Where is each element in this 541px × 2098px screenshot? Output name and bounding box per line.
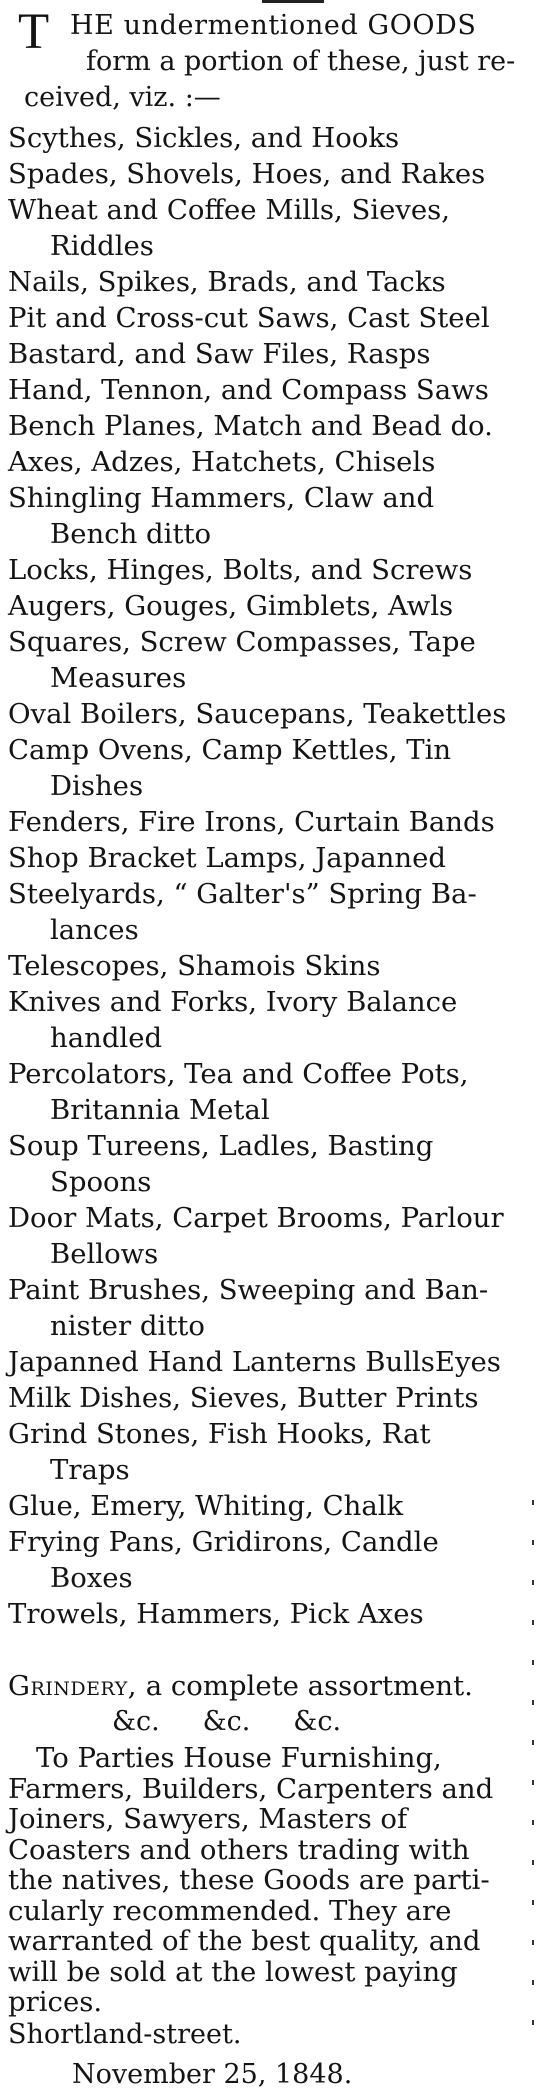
goods-item-text: Door Mats, Carpet Brooms, Parlour [8, 1202, 504, 1234]
goods-item [8, 408, 528, 444]
goods-item-continuation: Bellows [50, 1238, 159, 1270]
paragraph-line: the natives, these Goods are parti- [8, 1864, 490, 1896]
goods-item [8, 264, 528, 300]
goods-item-continuation: Dishes [50, 770, 144, 802]
goods-item-text: Augers, Gouges, Gimblets, Awls [8, 590, 454, 622]
goods-item [8, 804, 528, 840]
goods-item-text: Paint Brushes, Sweeping and Ban- [8, 1274, 489, 1306]
goods-item-text: Knives and Forks, Ivory Balance [8, 986, 458, 1018]
margin-fragments [532, 1500, 534, 2060]
intro-line: ceived, viz. :— [24, 82, 221, 113]
date-line: November 25, 1848. [72, 2059, 353, 2090]
goods-item [8, 984, 528, 1056]
paragraph-line: Joiners, Sawyers, Masters of [8, 1803, 408, 1835]
goods-item [8, 336, 528, 372]
goods-item [8, 1056, 528, 1128]
grindery-line [8, 1668, 473, 1704]
goods-item-text: Oval Boilers, Saucepans, Teakettles [8, 698, 507, 730]
goods-item [8, 372, 528, 408]
paragraph-line: warranted of the best quality, and [8, 1925, 481, 1957]
goods-item-text: Telescopes, Shamois Skins [8, 950, 381, 982]
goods-item-text: Milk Dishes, Sieves, Butter Prints [8, 1382, 479, 1414]
goods-item-text: Fenders, Fire Irons, Curtain Bands [8, 806, 495, 838]
intro-line: HE undermentioned GOODS [70, 10, 477, 41]
etcetera-line: &c. &c. &c. [112, 1706, 342, 1737]
goods-item [8, 732, 528, 804]
goods-item-continuation: nister ditto [50, 1310, 205, 1342]
goods-item-text: Squares, Screw Compasses, Tape [8, 626, 476, 658]
goods-item-text: Pit and Cross-cut Saws, Cast Steel [8, 302, 490, 334]
goods-item-text: Frying Pans, Gridirons, Candle [8, 1526, 439, 1558]
goods-item [8, 696, 528, 732]
goods-item [8, 876, 528, 948]
goods-item-text: Axes, Adzes, Hatchets, Chisels [8, 446, 436, 478]
goods-item-text: Wheat and Coffee Mills, Sieves, [8, 194, 451, 226]
goods-item [8, 1488, 528, 1524]
goods-item [8, 1416, 528, 1488]
goods-item-text: Bastard, and Saw Files, Rasps [8, 338, 431, 370]
paragraph-line: Coasters and others trading with [8, 1833, 470, 1866]
goods-item [8, 192, 528, 264]
top-rule [262, 0, 324, 3]
goods-item-text: Shingling Hammers, Claw and [8, 482, 435, 514]
goods-item-continuation: Measures [50, 662, 187, 694]
goods-item-text: Trowels, Hammers, Pick Axes [8, 1598, 424, 1630]
place-line: Shortland-street. [8, 2019, 242, 2050]
goods-item-text: Locks, Hinges, Bolts, and Screws [8, 554, 473, 586]
goods-item-text: Bench Planes, Match and Bead do. [8, 410, 493, 442]
goods-item-text: Soup Tureens, Ladles, Basting [8, 1130, 434, 1162]
goods-item [8, 1272, 528, 1344]
goods-item [8, 1344, 528, 1380]
goods-item-continuation: handled [50, 1022, 163, 1054]
goods-item-continuation: Boxes [50, 1562, 133, 1594]
goods-item-continuation: Spoons [50, 1166, 152, 1198]
goods-item-text: Steelyards, “ Galter's” Spring Ba- [8, 878, 477, 910]
goods-item-text: Grind Stones, Fish Hooks, Rat [8, 1418, 431, 1450]
goods-item [8, 480, 528, 552]
goods-item-text: Spades, Shovels, Hoes, and Rakes [8, 158, 486, 190]
goods-item-continuation: Riddles [50, 230, 154, 262]
goods-item [8, 588, 528, 624]
paragraph-line: prices. [8, 1986, 103, 2018]
goods-item-text: Camp Ovens, Camp Kettles, Tin [8, 734, 452, 766]
goods-item-text: Hand, Tennon, and Compass Saws [8, 374, 489, 406]
goods-item-continuation: Bench ditto [50, 518, 212, 550]
grindery-description: a complete assortment. [137, 1670, 473, 1702]
paragraph-line: will be sold at the lowest paying [8, 1955, 458, 1988]
paragraph-line: To Parties House Furnishing, [36, 1742, 442, 1774]
goods-item [8, 948, 528, 984]
goods-item-text: Japanned Hand Lanterns BullsEyes [8, 1346, 501, 1378]
goods-item-continuation: Traps [50, 1454, 130, 1486]
goods-item-text: Shop Bracket Lamps, Japanned [8, 842, 446, 874]
goods-item-continuation: Britannia Metal [50, 1094, 270, 1126]
drop-cap-letter: T [18, 4, 49, 60]
intro-line: form a portion of these, just re- [86, 46, 516, 77]
goods-item-text: Percolators, Tea and Coffee Pots, [8, 1058, 469, 1090]
paragraph-line: Farmers, Builders, Carpenters and [8, 1772, 494, 1805]
goods-item [8, 624, 528, 696]
goods-item [8, 120, 528, 156]
goods-item [8, 156, 528, 192]
goods-item [8, 840, 528, 876]
grindery-word: Grindery, [8, 1670, 138, 1702]
goods-item-text: Glue, Emery, Whiting, Chalk [8, 1490, 404, 1522]
goods-item-text: Nails, Spikes, Brads, and Tacks [8, 266, 446, 298]
goods-item [8, 1128, 528, 1200]
goods-item [8, 444, 528, 480]
goods-item [8, 1596, 528, 1632]
goods-item [8, 1524, 528, 1596]
goods-item [8, 552, 528, 588]
goods-item [8, 300, 528, 336]
goods-item [8, 1200, 528, 1272]
goods-item-continuation: lances [50, 914, 139, 946]
goods-item-text: Scythes, Sickles, and Hooks [8, 122, 400, 154]
goods-item [8, 1380, 528, 1416]
paragraph-line: cularly recommended. They are [8, 1894, 452, 1927]
